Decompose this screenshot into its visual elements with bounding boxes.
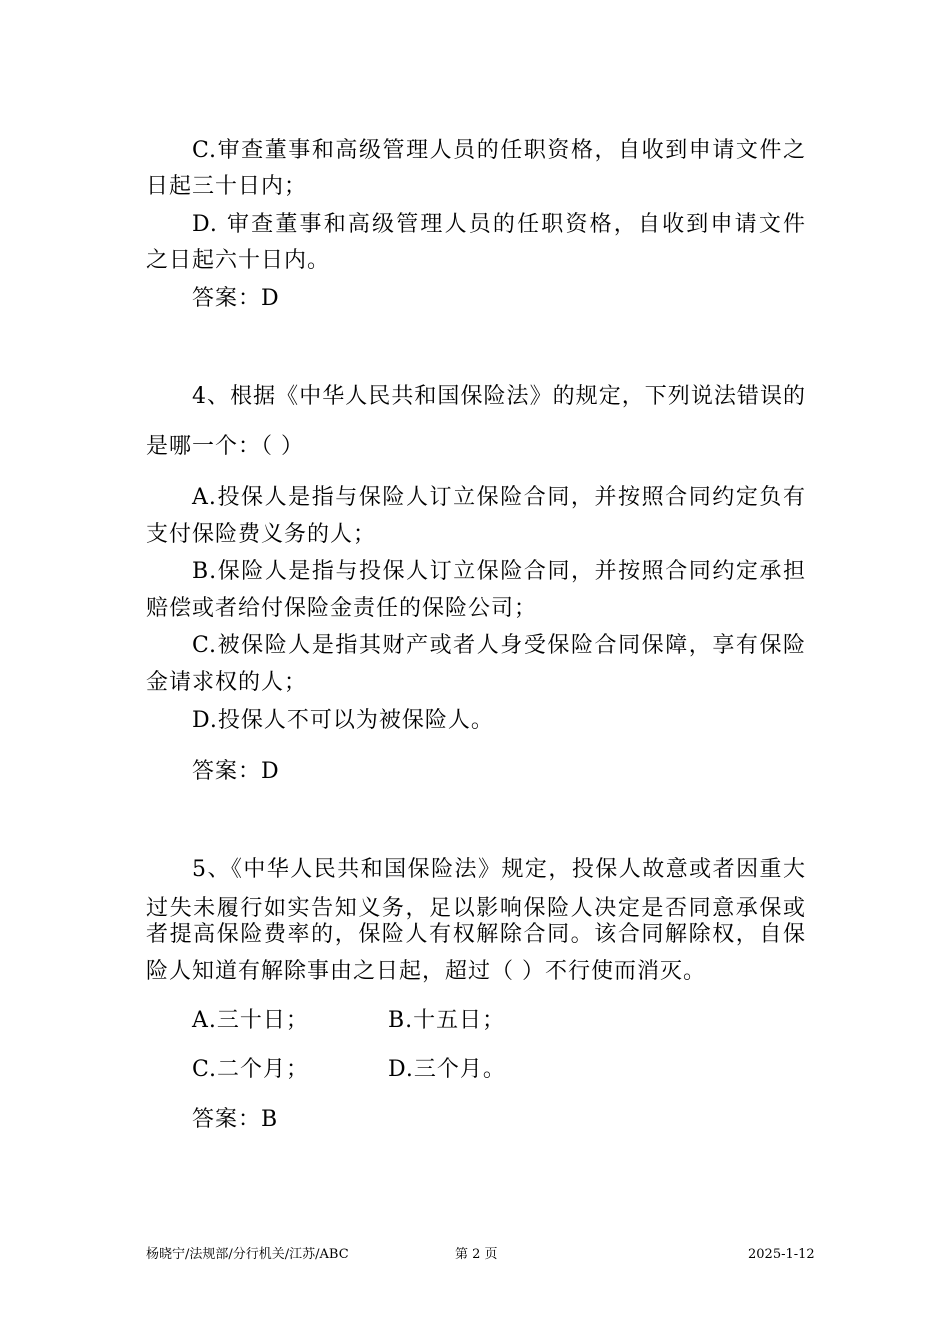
q5-stem-line1: 5、《中华人民共和国保险法》规定，投保人故意或者因重大: [192, 857, 806, 882]
footer-date: 2025-1-12: [748, 1247, 815, 1262]
q5-stem-line3: 者提高保险费率的，保险人有权解除合同。该合同解除权，自保: [146, 922, 806, 947]
q3-option-c-line2: 日起三十日内；: [146, 174, 308, 199]
q4-answer: 答案：D: [192, 759, 280, 784]
q4-option-c-line2: 金请求权的人；: [146, 670, 308, 695]
q4-option-c-line1: C.被保险人是指其财产或者人身受保险合同保障，享有保险: [192, 633, 806, 658]
q3-option-c-line1: C.审查董事和高级管理人员的任职资格，自收到申请文件之: [192, 138, 806, 163]
q3-option-d-line2: 之日起六十日内。: [146, 248, 331, 273]
q4-option-b-line2: 赔偿或者给付保险金责任的保险公司；: [146, 596, 538, 621]
q4-option-d: D.投保人不可以为被保险人。: [192, 708, 494, 733]
q5-stem-line2: 过失未履行如实告知义务，足以影响保险人决定是否同意承保或: [146, 896, 806, 921]
q5-option-a: A.三十日；: [192, 1008, 309, 1033]
q3-answer: 答案：D: [192, 286, 280, 311]
q3-option-d-line1: D. 审查董事和高级管理人员的任职资格，自收到申请文件: [192, 212, 806, 237]
q4-stem-line1: 4、根据《中华人民共和国保险法》的规定，下列说法错误的: [192, 384, 806, 409]
q4-stem-line2: 是哪一个：（ ）: [146, 434, 304, 459]
q4-option-a-line1: A.投保人是指与保险人订立保险合同，并按照合同约定负有: [192, 485, 806, 510]
q4-option-b-line1: B.保险人是指与投保人订立保险合同，并按照合同约定承担: [192, 559, 806, 584]
q5-stem-line4: 险人知道有解除事由之日起，超过（ ）不行使而消灭。: [146, 959, 706, 984]
footer-author: 杨晓宁/法规部/分行机关/江苏/ABC: [146, 1247, 349, 1262]
q5-option-c: C.二个月；: [192, 1057, 310, 1082]
q5-answer: 答案：B: [192, 1107, 279, 1132]
q4-option-a-line2: 支付保险费义务的人；: [146, 522, 377, 547]
footer-page-number: 第 2 页: [455, 1247, 498, 1262]
q5-option-d: D.三个月。: [388, 1057, 506, 1082]
q5-option-b: B.十五日；: [388, 1008, 506, 1033]
